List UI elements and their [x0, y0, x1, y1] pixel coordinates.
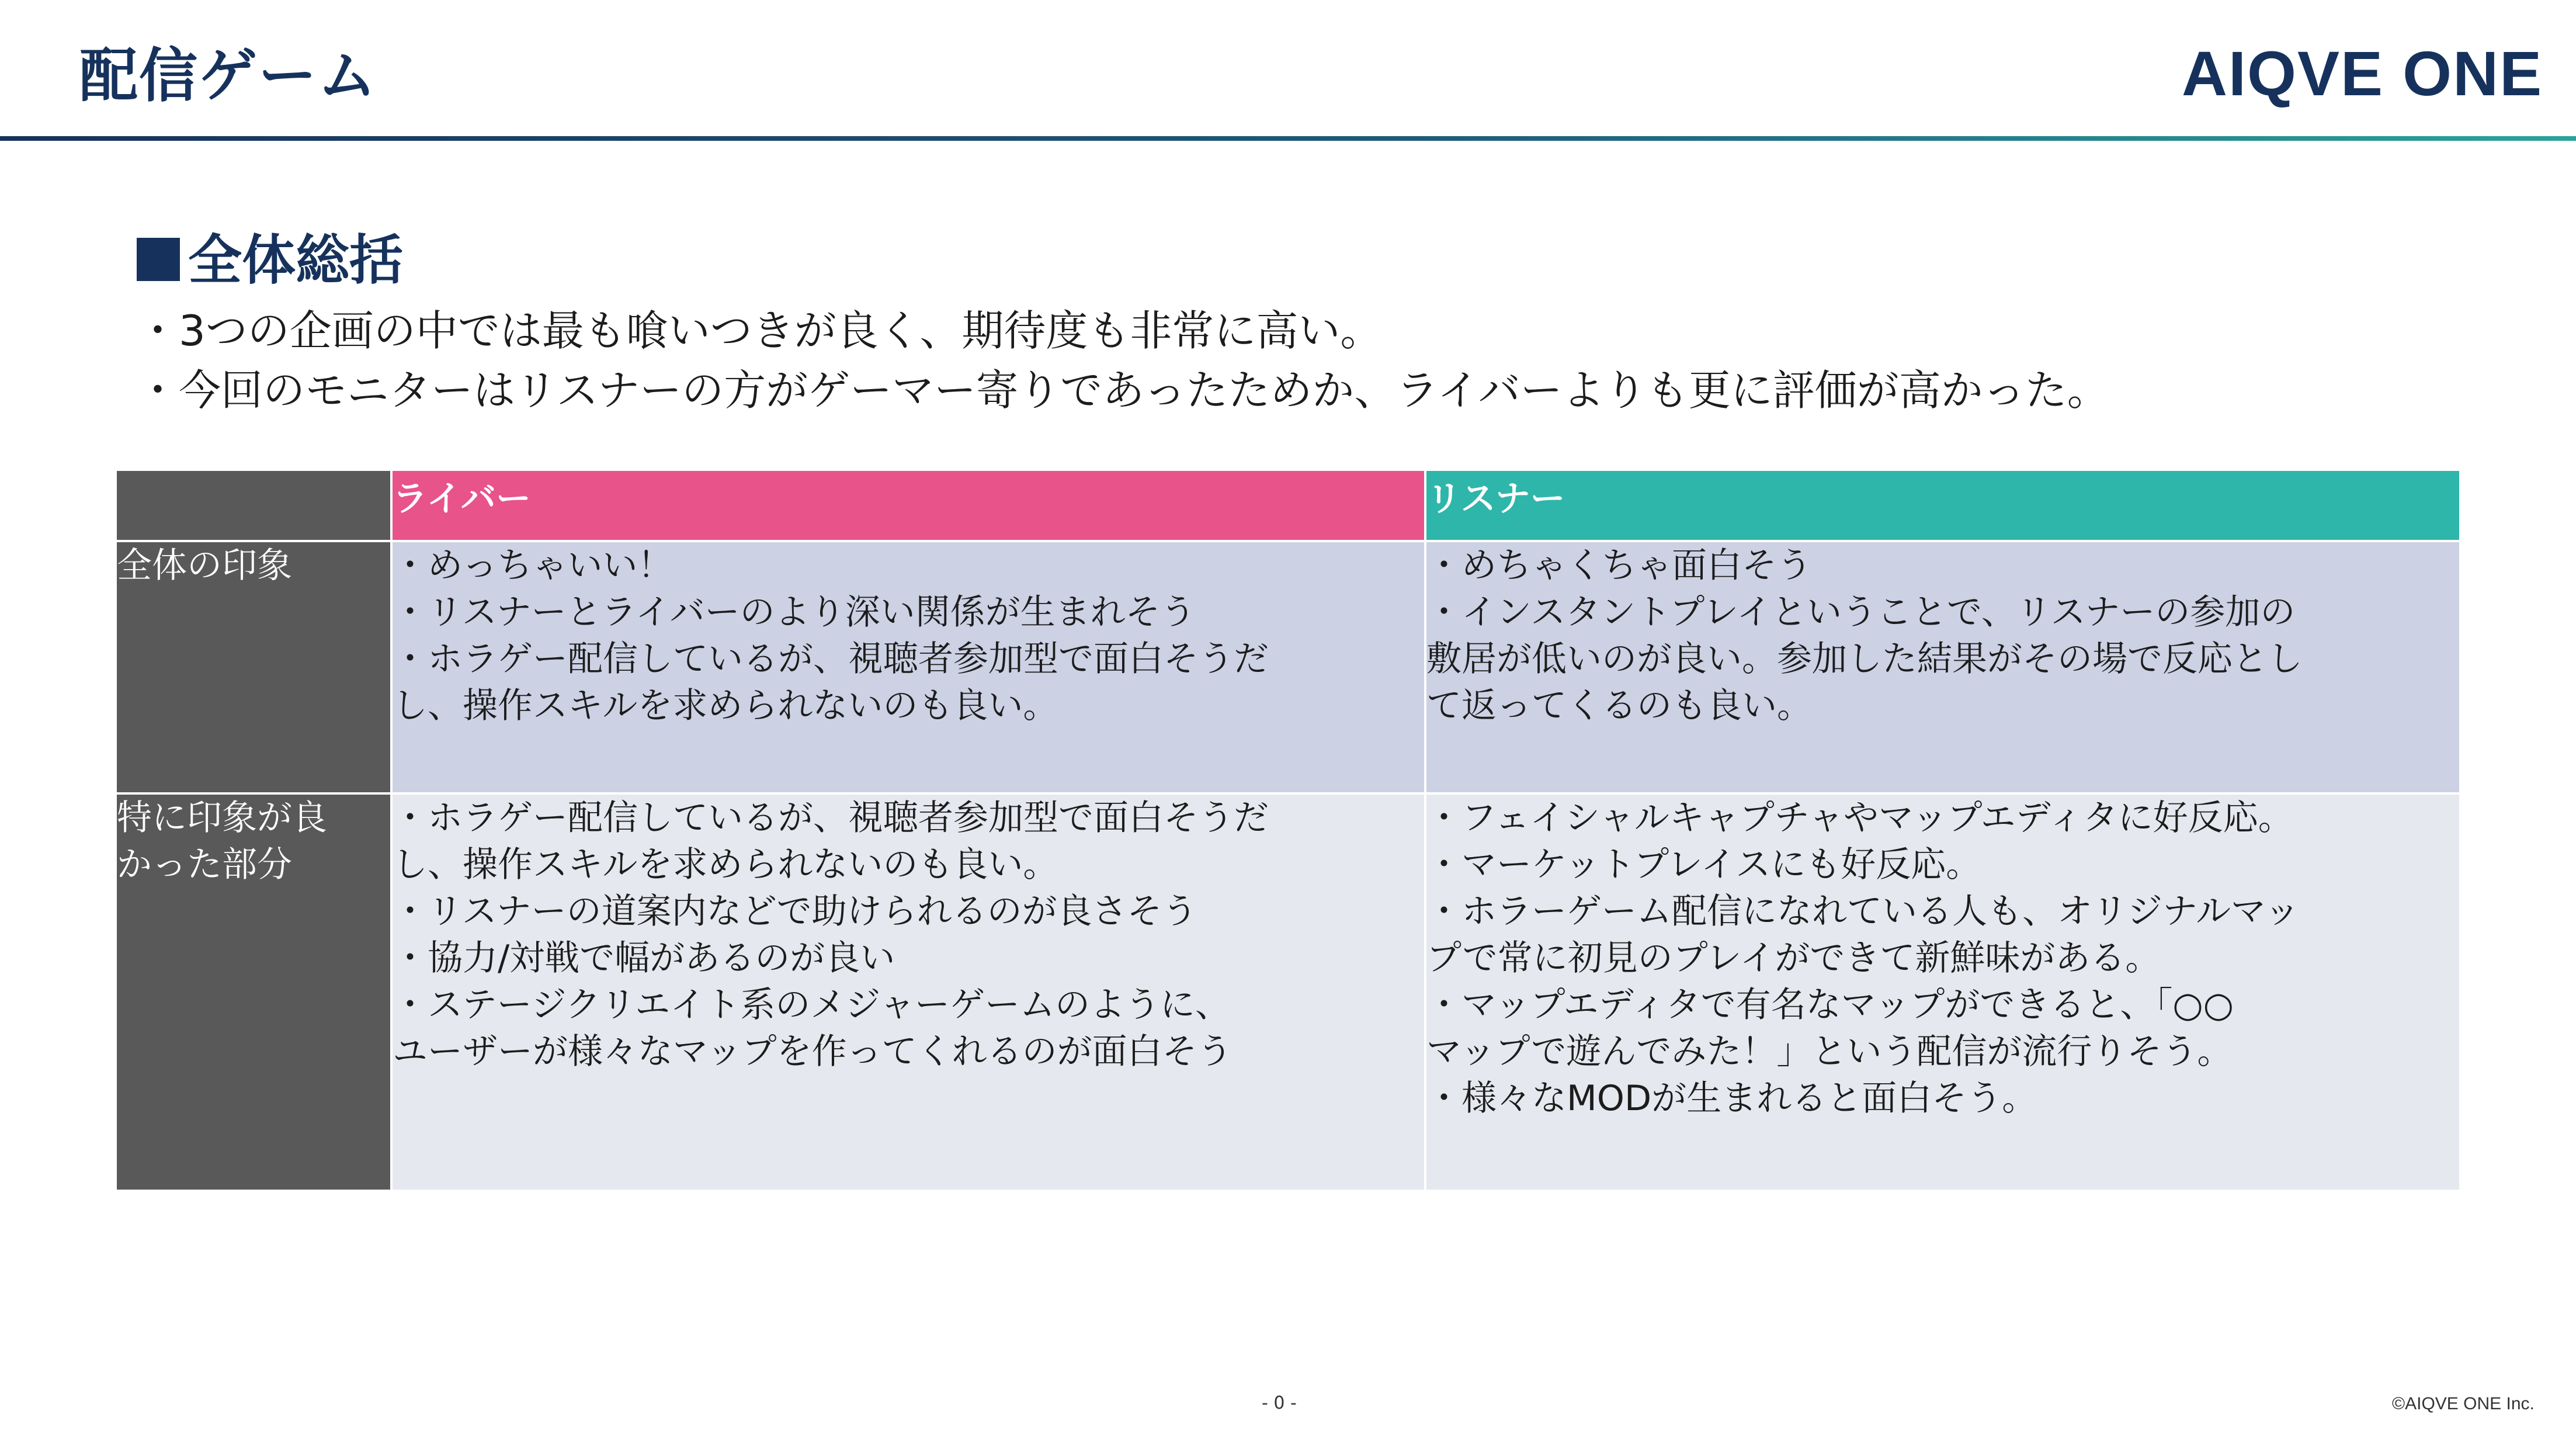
cell-line: ・フェイシャルキャプチャやマップエディタに好反応。	[1426, 798, 2293, 838]
cell-line: ・マップエディタで有名なマップができると、「○○	[1426, 985, 2234, 1025]
cell-line: ユーザーが様々なマップを作ってくれるのが面白そう	[393, 1031, 1233, 1072]
evaluation-table	[114, 469, 2462, 1192]
cell-line: ・めちゃくちゃ面白そう	[1426, 545, 1812, 586]
table-row	[116, 541, 2460, 793]
row-header-line: かった部分	[117, 844, 292, 885]
copyright-notice: ©AIQVE ONE Inc.	[2392, 1394, 2535, 1413]
square-bullet-icon	[137, 238, 180, 281]
table-corner-cell	[116, 470, 391, 541]
table-row	[116, 793, 2460, 1191]
section-heading	[137, 229, 404, 292]
column-header-liver: ライバー	[391, 470, 1425, 541]
cell-line: し、操作スキルを求められないのも良い。	[393, 844, 1058, 885]
row-header-overall-impression	[116, 541, 391, 793]
cell-line: 敷居が低いのが良い。参加した結果がその場で反応とし	[1426, 639, 2303, 680]
cell-line: ・様々なMODが生まれると面白そう。	[1426, 1078, 2037, 1119]
summary-line: ・3つの企画の中では最も喰いつきが良く、期待度も非常に高い。	[137, 306, 1383, 355]
cell-line: て返ってくるのも良い。	[1426, 685, 1812, 726]
cell-line: プで常に初見のプレイができて新鮮味がある。	[1426, 938, 2161, 979]
cell-line: ・ホラーゲーム配信になれている人も、オリジナルマッ	[1426, 891, 2300, 932]
cell-listener-good-points	[1425, 793, 2460, 1191]
cell-line: ・ホラゲー配信しているが、視聴者参加型で面白そうだ	[393, 798, 1269, 838]
slide-title: 配信ゲーム	[79, 41, 377, 110]
row-header-line: 全体の印象	[117, 545, 292, 586]
cell-line: ・めっちゃいい！	[393, 545, 673, 586]
table-header-row	[116, 470, 2460, 541]
cell-line: ・インスタントプレイということで、リスナーの参加の	[1426, 592, 2296, 633]
column-header-listener: リスナー	[1425, 470, 2460, 541]
cell-line: し、操作スキルを求められないのも良い。	[393, 685, 1058, 726]
title-divider	[0, 136, 2576, 141]
cell-line: ・ホラゲー配信しているが、視聴者参加型で面白そうだ	[393, 639, 1269, 680]
cell-line: ・マーケットプレイスにも好反応。	[1426, 844, 1981, 885]
cell-listener-overall-impression	[1425, 541, 2460, 793]
row-header-line: 特に印象が良	[117, 798, 327, 838]
section-heading-text: 全体総括	[188, 229, 404, 292]
cell-line: マップで遊んでみた！」という配信が流行りそう。	[1426, 1031, 2233, 1072]
cell-liver-good-points	[391, 793, 1425, 1191]
cell-line: ・リスナーとライバーのより深い関係が生まれそう	[393, 592, 1196, 633]
row-header-good-points	[116, 793, 391, 1191]
cell-line: ・ステージクリエイト系のメジャーゲームのように、	[393, 985, 1230, 1025]
page-number: - 0 -	[1262, 1393, 1297, 1413]
cell-line: ・リスナーの道案内などで助けられるのが良さそう	[393, 891, 1197, 932]
cell-liver-overall-impression	[391, 541, 1425, 793]
summary-line: ・今回のモニターはリスナーの方がゲーマー寄りであったためか、ライバーよりも更に評価が高かった。	[137, 366, 2109, 415]
company-logo: AIQVE ONE	[2182, 38, 2543, 109]
cell-line: ・協力/対戦で幅があるのが良い	[393, 938, 895, 979]
